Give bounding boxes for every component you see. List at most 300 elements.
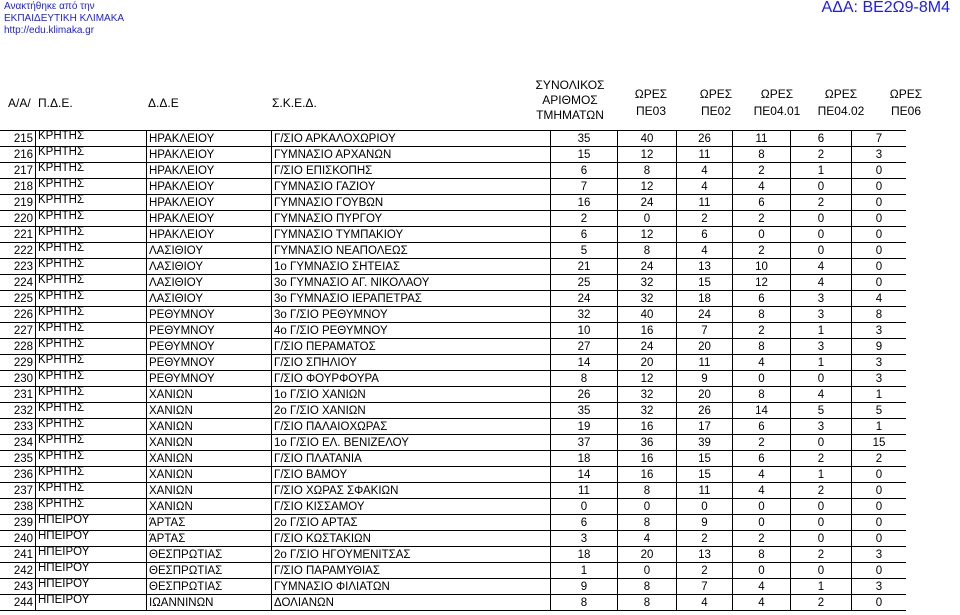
- pe0402-hours-cell: 1: [791, 323, 852, 339]
- pe03-hours-cell: 20: [618, 547, 677, 563]
- pe0402-hours-cell: 3: [791, 339, 852, 355]
- header-line: ΠΕ03: [635, 104, 667, 118]
- pe02-hours-cell: 11: [677, 195, 733, 211]
- total-sections-cell: 37: [551, 435, 618, 451]
- table-row: [0, 515, 906, 531]
- pe06-hours-cell: 4: [852, 291, 907, 307]
- pe06-hours-cell: 0: [852, 515, 907, 531]
- table-row: [0, 147, 906, 163]
- row-number: 234: [0, 435, 36, 451]
- directorate-cell: ΧΑΝΙΩΝ: [147, 483, 272, 499]
- pe0402-hours-cell: 0: [791, 211, 852, 227]
- pe02-hours-cell: 4: [677, 243, 733, 259]
- pe03-hours-cell: 24: [618, 339, 677, 355]
- school-cell: Γ/ΣΙΟ ΑΡΚΑΛΟΧΩΡΙΟΥ: [272, 131, 551, 147]
- total-sections-cell: 6: [551, 163, 618, 179]
- table-row: [0, 451, 906, 467]
- school-cell: ΓΥΜΝΑΣΙΟ ΤΥΜΠΑΚΙΟΥ: [272, 227, 551, 243]
- total-sections-cell: 26: [551, 387, 618, 403]
- source-note: [4, 1, 124, 37]
- header-skeed: Σ.Κ.Ε.Δ.: [272, 96, 317, 110]
- header-line: ΠΕ04.01: [753, 104, 801, 118]
- table-row: [0, 195, 906, 211]
- pe0402-hours-cell: 0: [791, 227, 852, 243]
- pe0402-hours-cell: 4: [791, 387, 852, 403]
- pe0402-hours-cell: 2: [791, 147, 852, 163]
- pe06-hours-cell: 0: [852, 243, 907, 259]
- pe0401-hours-cell: 0: [733, 563, 791, 579]
- pe0402-hours-cell: 4: [791, 275, 852, 291]
- row-number: 243: [0, 579, 36, 595]
- row-number: 216: [0, 147, 36, 163]
- pe02-hours-cell: 15: [677, 467, 733, 483]
- school-cell: 3ο ΓΥΜΝΑΣΙΟ ΙΕΡΑΠΕΤΡΑΣ: [272, 291, 551, 307]
- pe03-hours-cell: 32: [618, 387, 677, 403]
- school-cell: ΓΥΜΝΑΣΙΟ ΦΙΛΙΑΤΩΝ: [272, 579, 551, 595]
- school-cell: 4ο Γ/ΣΙΟ ΡΕΘΥΜΝΟΥ: [272, 323, 551, 339]
- pe03-hours-cell: 8: [618, 163, 677, 179]
- total-sections-cell: 8: [551, 371, 618, 387]
- region-cell: ΚΡΗΤΗΣ: [36, 131, 147, 147]
- total-sections-cell: 25: [551, 275, 618, 291]
- header-line: ΤΜΗΜΑΤΩΝ: [536, 108, 604, 122]
- row-number: 239: [0, 515, 36, 531]
- pe06-hours-cell: 3: [852, 323, 907, 339]
- directorate-cell: ΆΡΤΑΣ: [147, 531, 272, 547]
- pe03-hours-cell: 24: [618, 195, 677, 211]
- header-pe0401: [747, 88, 807, 118]
- total-sections-cell: 14: [551, 467, 618, 483]
- directorate-cell: ΧΑΝΙΩΝ: [147, 451, 272, 467]
- header-dde: Δ.Δ.Ε: [148, 96, 179, 110]
- total-sections-cell: 35: [551, 403, 618, 419]
- school-cell: 1ο ΓΥΜΝΑΣΙΟ ΣΗΤΕΙΑΣ: [272, 259, 551, 275]
- pe0401-hours-cell: 8: [733, 387, 791, 403]
- header-line: ΠΕ02: [700, 104, 732, 118]
- pe03-hours-cell: 12: [618, 227, 677, 243]
- region-cell: ΗΠΕΙΡΟΥ: [36, 547, 147, 563]
- pe06-hours-cell: 0: [852, 483, 907, 499]
- header-line: ΩΡΕΣ: [699, 87, 733, 101]
- school-cell: ΔΟΛΙΑΝΩΝ: [272, 595, 551, 611]
- pe0402-hours-cell: 2: [791, 547, 852, 563]
- total-sections-cell: 9: [551, 579, 618, 595]
- pe06-hours-cell: 3: [852, 371, 907, 387]
- directorate-cell: ΗΡΑΚΛΕΙΟΥ: [147, 227, 272, 243]
- pe02-hours-cell: 0: [677, 499, 733, 515]
- total-sections-cell: 15: [551, 147, 618, 163]
- pe02-hours-cell: 26: [677, 403, 733, 419]
- pe0401-hours-cell: 6: [733, 451, 791, 467]
- table-row: [0, 467, 906, 483]
- pe03-hours-cell: 20: [618, 355, 677, 371]
- pe02-hours-cell: 17: [677, 419, 733, 435]
- source-line: Ανακτήθηκε από την: [4, 1, 95, 12]
- pe03-hours-cell: 32: [618, 403, 677, 419]
- directorate-cell: ΙΩΑΝΝΙΝΩΝ: [147, 595, 272, 611]
- row-number: 221: [0, 227, 36, 243]
- pe0402-hours-cell: 2: [791, 595, 852, 611]
- row-number: 225: [0, 291, 36, 307]
- region-cell: ΚΡΗΤΗΣ: [36, 147, 147, 163]
- directorate-cell: ΛΑΣΙΘΙΟΥ: [147, 275, 272, 291]
- pe0402-hours-cell: 4: [791, 259, 852, 275]
- table-row: [0, 435, 906, 451]
- directorate-cell: ΡΕΘΥΜΝΟΥ: [147, 323, 272, 339]
- directorate-cell: ΧΑΝΙΩΝ: [147, 419, 272, 435]
- row-number: 219: [0, 195, 36, 211]
- pe02-hours-cell: 4: [677, 595, 733, 611]
- pe06-hours-cell: 0: [852, 563, 907, 579]
- total-sections-cell: 16: [551, 195, 618, 211]
- region-cell: ΚΡΗΤΗΣ: [36, 291, 147, 307]
- school-cell: Γ/ΣΙΟ ΒΑΜΟΥ: [272, 467, 551, 483]
- directorate-cell: ΡΕΘΥΜΝΟΥ: [147, 339, 272, 355]
- pe02-hours-cell: 11: [677, 483, 733, 499]
- pe0401-hours-cell: 4: [733, 579, 791, 595]
- pe0401-hours-cell: 0: [733, 499, 791, 515]
- pe06-hours-cell: 7: [852, 131, 907, 147]
- row-number: 226: [0, 307, 36, 323]
- pe02-hours-cell: 15: [677, 451, 733, 467]
- total-sections-cell: 1: [551, 563, 618, 579]
- header-line: ΠΕ04.02: [817, 104, 865, 118]
- pe02-hours-cell: 24: [677, 307, 733, 323]
- school-cell: Γ/ΣΙΟ ΣΠΗΛΙΟΥ: [272, 355, 551, 371]
- pe0402-hours-cell: 3: [791, 291, 852, 307]
- row-number: 218: [0, 179, 36, 195]
- header-line: ΩΡΕΣ: [634, 87, 668, 101]
- pe02-hours-cell: 39: [677, 435, 733, 451]
- row-number: 230: [0, 371, 36, 387]
- total-sections-cell: 6: [551, 515, 618, 531]
- region-cell: ΚΡΗΤΗΣ: [36, 227, 147, 243]
- region-cell: ΗΠΕΙΡΟΥ: [36, 563, 147, 579]
- region-cell: ΚΡΗΤΗΣ: [36, 451, 147, 467]
- table-row: [0, 259, 906, 275]
- school-cell: Γ/ΣΙΟ ΚΩΣΤΑΚΙΩΝ: [272, 531, 551, 547]
- pe0402-hours-cell: 1: [791, 467, 852, 483]
- pe02-hours-cell: 15: [677, 275, 733, 291]
- region-cell: ΗΠΕΙΡΟΥ: [36, 531, 147, 547]
- pe06-hours-cell: 0: [852, 275, 907, 291]
- pe0401-hours-cell: 6: [733, 195, 791, 211]
- directorate-cell: ΗΡΑΚΛΕΙΟΥ: [147, 131, 272, 147]
- pe03-hours-cell: 8: [618, 243, 677, 259]
- header-pe02: [686, 88, 746, 118]
- directorate-cell: ΛΑΣΙΘΙΟΥ: [147, 291, 272, 307]
- source-link[interactable]: http://edu.klimaka.gr: [4, 25, 95, 36]
- directorate-cell: ΗΡΑΚΛΕΙΟΥ: [147, 179, 272, 195]
- pe02-hours-cell: 9: [677, 515, 733, 531]
- region-cell: ΚΡΗΤΗΣ: [36, 307, 147, 323]
- table-row: [0, 419, 906, 435]
- table-row: [0, 355, 906, 371]
- pe02-hours-cell: 4: [677, 163, 733, 179]
- header-pe0402: [809, 88, 873, 118]
- header-aa: Α/Α/: [8, 96, 31, 110]
- directorate-cell: ΘΕΣΠΡΩΤΙΑΣ: [147, 579, 272, 595]
- pe0401-hours-cell: 8: [733, 339, 791, 355]
- source-line: ΕΚΠΑΙΔΕΥΤΙΚΗ ΚΛΙΜΑΚΑ: [4, 13, 125, 24]
- directorate-cell: ΡΕΘΥΜΝΟΥ: [147, 371, 272, 387]
- pe03-hours-cell: 8: [618, 579, 677, 595]
- pe03-hours-cell: 32: [618, 291, 677, 307]
- pe0402-hours-cell: 1: [791, 579, 852, 595]
- pe0401-hours-cell: 8: [733, 147, 791, 163]
- pe0401-hours-cell: 4: [733, 483, 791, 499]
- table-row: [0, 227, 906, 243]
- pe03-hours-cell: 8: [618, 515, 677, 531]
- directorate-cell: ΧΑΝΙΩΝ: [147, 467, 272, 483]
- total-sections-cell: 5: [551, 243, 618, 259]
- region-cell: ΚΡΗΤΗΣ: [36, 419, 147, 435]
- header-pe06: [875, 88, 937, 118]
- table-row: [0, 499, 906, 515]
- pe03-hours-cell: 0: [618, 563, 677, 579]
- header-line: ΑΡΙΘΜΟΣ: [542, 93, 598, 107]
- region-cell: ΚΡΗΤΗΣ: [36, 179, 147, 195]
- row-number: 217: [0, 163, 36, 179]
- row-number: 242: [0, 563, 36, 579]
- row-number: 222: [0, 243, 36, 259]
- pe06-hours-cell: 8: [852, 307, 907, 323]
- schools-table: [0, 130, 906, 611]
- table-row: [0, 403, 906, 419]
- pe03-hours-cell: 40: [618, 307, 677, 323]
- pe0402-hours-cell: 0: [791, 515, 852, 531]
- directorate-cell: ΗΡΑΚΛΕΙΟΥ: [147, 211, 272, 227]
- pe02-hours-cell: 11: [677, 355, 733, 371]
- region-cell: ΗΠΕΙΡΟΥ: [36, 515, 147, 531]
- pe0401-hours-cell: 14: [733, 403, 791, 419]
- directorate-cell: ΗΡΑΚΛΕΙΟΥ: [147, 195, 272, 211]
- region-cell: ΚΡΗΤΗΣ: [36, 387, 147, 403]
- table-row: [0, 595, 906, 611]
- pe0402-hours-cell: 0: [791, 435, 852, 451]
- pe0402-hours-cell: 2: [791, 195, 852, 211]
- row-number: 235: [0, 451, 36, 467]
- pe0402-hours-cell: 0: [791, 179, 852, 195]
- pe06-hours-cell: 15: [852, 435, 907, 451]
- pe03-hours-cell: 16: [618, 451, 677, 467]
- table-row: [0, 563, 906, 579]
- pe03-hours-cell: 12: [618, 179, 677, 195]
- total-sections-cell: 18: [551, 451, 618, 467]
- pe0401-hours-cell: 0: [733, 515, 791, 531]
- school-cell: Γ/ΣΙΟ ΦΟΥΡΦΟΥΡΑ: [272, 371, 551, 387]
- table-row: [0, 371, 906, 387]
- row-number: 224: [0, 275, 36, 291]
- pe0401-hours-cell: 4: [733, 355, 791, 371]
- row-number: 237: [0, 483, 36, 499]
- pe03-hours-cell: 16: [618, 467, 677, 483]
- header-total-sections: [520, 79, 620, 122]
- pe02-hours-cell: 20: [677, 339, 733, 355]
- pe0402-hours-cell: 0: [791, 531, 852, 547]
- total-sections-cell: 11: [551, 483, 618, 499]
- table-row: [0, 483, 906, 499]
- pe0401-hours-cell: 2: [733, 323, 791, 339]
- pe03-hours-cell: 36: [618, 435, 677, 451]
- pe0401-hours-cell: 12: [733, 275, 791, 291]
- region-cell: ΚΡΗΤΗΣ: [36, 163, 147, 179]
- pe02-hours-cell: 2: [677, 211, 733, 227]
- region-cell: ΚΡΗΤΗΣ: [36, 195, 147, 211]
- pe06-hours-cell: 3: [852, 355, 907, 371]
- pe02-hours-cell: 13: [677, 547, 733, 563]
- school-cell: 3ο Γ/ΣΙΟ ΡΕΘΥΜΝΟΥ: [272, 307, 551, 323]
- pe03-hours-cell: 12: [618, 147, 677, 163]
- pe02-hours-cell: 2: [677, 531, 733, 547]
- region-cell: ΚΡΗΤΗΣ: [36, 323, 147, 339]
- total-sections-cell: 8: [551, 595, 618, 611]
- pe06-hours-cell: 2: [852, 451, 907, 467]
- row-number: 238: [0, 499, 36, 515]
- school-cell: ΓΥΜΝΑΣΙΟ ΠΥΡΓΟΥ: [272, 211, 551, 227]
- directorate-cell: ΡΕΘΥΜΝΟΥ: [147, 307, 272, 323]
- header-pe03: [620, 88, 682, 118]
- total-sections-cell: 14: [551, 355, 618, 371]
- pe06-hours-cell: 5: [852, 403, 907, 419]
- region-cell: ΚΡΗΤΗΣ: [36, 243, 147, 259]
- table-row: [0, 291, 906, 307]
- pe0401-hours-cell: 2: [733, 435, 791, 451]
- pe06-hours-cell: 0: [852, 499, 907, 515]
- row-number: 236: [0, 467, 36, 483]
- row-number: 227: [0, 323, 36, 339]
- school-cell: Γ/ΣΙΟ ΠΛΑΤΑΝΙΑ: [272, 451, 551, 467]
- region-cell: ΚΡΗΤΗΣ: [36, 371, 147, 387]
- pe0402-hours-cell: 3: [791, 307, 852, 323]
- table-row: [0, 547, 906, 563]
- pe0402-hours-cell: 3: [791, 419, 852, 435]
- directorate-cell: ΗΡΑΚΛΕΙΟΥ: [147, 147, 272, 163]
- pe02-hours-cell: 11: [677, 147, 733, 163]
- pe0402-hours-cell: 6: [791, 131, 852, 147]
- pe0401-hours-cell: 11: [733, 131, 791, 147]
- table-row: [0, 211, 906, 227]
- directorate-cell: ΧΑΝΙΩΝ: [147, 387, 272, 403]
- region-cell: ΚΡΗΤΗΣ: [36, 339, 147, 355]
- pe0401-hours-cell: 4: [733, 467, 791, 483]
- header-line: ΩΡΕΣ: [889, 87, 923, 101]
- school-cell: Γ/ΣΙΟ ΠΑΛΑΙΟΧΩΡΑΣ: [272, 419, 551, 435]
- row-number: 220: [0, 211, 36, 227]
- pe0402-hours-cell: 5: [791, 403, 852, 419]
- pe03-hours-cell: 8: [618, 595, 677, 611]
- region-cell: ΚΡΗΤΗΣ: [36, 403, 147, 419]
- school-cell: ΓΥΜΝΑΣΙΟ ΑΡΧΑΝΩΝ: [272, 147, 551, 163]
- total-sections-cell: 3: [551, 531, 618, 547]
- pe0401-hours-cell: 8: [733, 307, 791, 323]
- pe02-hours-cell: 7: [677, 579, 733, 595]
- school-cell: 3ο ΓΥΜΝΑΣΙΟ ΑΓ. ΝΙΚΟΛΑΟΥ: [272, 275, 551, 291]
- pe06-hours-cell: 0: [852, 595, 907, 611]
- pe0401-hours-cell: 2: [733, 531, 791, 547]
- table-row: [0, 323, 906, 339]
- header-line: ΠΕ06: [890, 104, 922, 118]
- pe0402-hours-cell: 0: [791, 371, 852, 387]
- row-number: 229: [0, 355, 36, 371]
- directorate-cell: ΧΑΝΙΩΝ: [147, 499, 272, 515]
- pe02-hours-cell: 6: [677, 227, 733, 243]
- pe0401-hours-cell: 6: [733, 291, 791, 307]
- directorate-cell: ΧΑΝΙΩΝ: [147, 403, 272, 419]
- pe0402-hours-cell: 0: [791, 499, 852, 515]
- table-row: [0, 579, 906, 595]
- pe0401-hours-cell: 4: [733, 179, 791, 195]
- table-row: [0, 531, 906, 547]
- directorate-cell: ΆΡΤΑΣ: [147, 515, 272, 531]
- total-sections-cell: 19: [551, 419, 618, 435]
- pe0401-hours-cell: 10: [733, 259, 791, 275]
- row-number: 215: [0, 131, 36, 147]
- pe03-hours-cell: 8: [618, 483, 677, 499]
- table-row: [0, 131, 906, 147]
- school-cell: 1ο Γ/ΣΙΟ ΧΑΝΙΩΝ: [272, 387, 551, 403]
- school-cell: 2ο Γ/ΣΙΟ ΧΑΝΙΩΝ: [272, 403, 551, 419]
- header-line: ΣΥΝΟΛΙΚΟΣ: [535, 78, 605, 92]
- region-cell: ΗΠΕΙΡΟΥ: [36, 595, 147, 611]
- school-cell: 2ο Γ/ΣΙΟ ΗΓΟΥΜΕΝΙΤΣΑΣ: [272, 547, 551, 563]
- row-number: 231: [0, 387, 36, 403]
- pe02-hours-cell: 7: [677, 323, 733, 339]
- directorate-cell: ΘΕΣΠΡΩΤΙΑΣ: [147, 547, 272, 563]
- table-row: [0, 179, 906, 195]
- region-cell: ΚΡΗΤΗΣ: [36, 483, 147, 499]
- row-number: 228: [0, 339, 36, 355]
- school-cell: Γ/ΣΙΟ ΠΑΡΑΜΥΘΙΑΣ: [272, 563, 551, 579]
- pe0402-hours-cell: 2: [791, 483, 852, 499]
- pe06-hours-cell: 0: [852, 467, 907, 483]
- total-sections-cell: 32: [551, 307, 618, 323]
- pe0402-hours-cell: 0: [791, 563, 852, 579]
- school-cell: Γ/ΣΙΟ ΧΩΡΑΣ ΣΦΑΚΙΩΝ: [272, 483, 551, 499]
- region-cell: ΚΡΗΤΗΣ: [36, 499, 147, 515]
- pe03-hours-cell: 0: [618, 499, 677, 515]
- pe03-hours-cell: 16: [618, 323, 677, 339]
- row-number: 232: [0, 403, 36, 419]
- pe02-hours-cell: 2: [677, 563, 733, 579]
- pe02-hours-cell: 18: [677, 291, 733, 307]
- pe0402-hours-cell: 1: [791, 355, 852, 371]
- school-cell: ΓΥΜΝΑΣΙΟ ΓΟΥΒΩΝ: [272, 195, 551, 211]
- pe02-hours-cell: 26: [677, 131, 733, 147]
- pe03-hours-cell: 12: [618, 371, 677, 387]
- table-row: [0, 243, 906, 259]
- school-cell: ΓΥΜΝΑΣΙΟ ΓΑΖΙΟΥ: [272, 179, 551, 195]
- pe06-hours-cell: 0: [852, 531, 907, 547]
- pe03-hours-cell: 0: [618, 211, 677, 227]
- pe06-hours-cell: 3: [852, 147, 907, 163]
- school-cell: 2ο Γ/ΣΙΟ ΑΡΤΑΣ: [272, 515, 551, 531]
- pe06-hours-cell: 0: [852, 227, 907, 243]
- pe0401-hours-cell: 6: [733, 419, 791, 435]
- header-line: ΩΡΕΣ: [824, 87, 858, 101]
- pe03-hours-cell: 16: [618, 419, 677, 435]
- pe06-hours-cell: 9: [852, 339, 907, 355]
- total-sections-cell: 0: [551, 499, 618, 515]
- total-sections-cell: 18: [551, 547, 618, 563]
- directorate-cell: ΗΡΑΚΛΕΙΟΥ: [147, 163, 272, 179]
- pe0402-hours-cell: 2: [791, 451, 852, 467]
- total-sections-cell: 24: [551, 291, 618, 307]
- table-row: [0, 163, 906, 179]
- total-sections-cell: 27: [551, 339, 618, 355]
- pe03-hours-cell: 40: [618, 131, 677, 147]
- pe06-hours-cell: 3: [852, 579, 907, 595]
